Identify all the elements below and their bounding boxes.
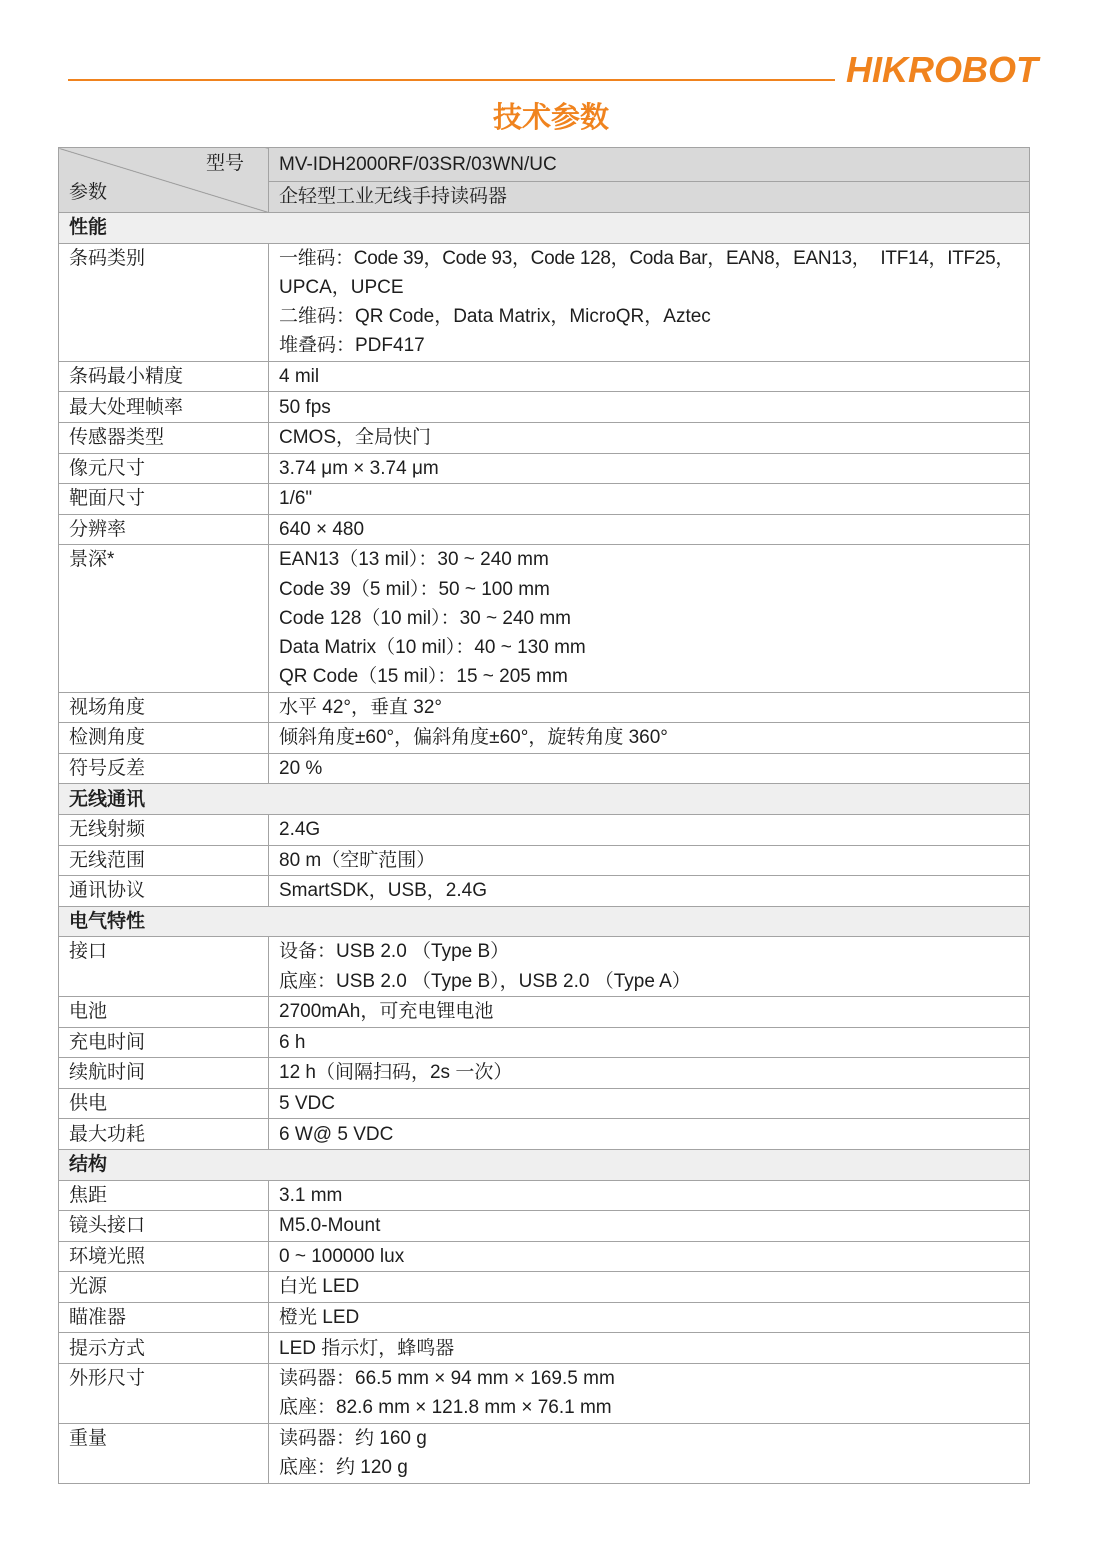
- corner-param-label: 参数: [69, 182, 108, 203]
- table-row: [59, 545, 1030, 692]
- param-label: 靶面尺寸: [59, 484, 269, 515]
- table-row: [59, 1302, 1030, 1333]
- section-row: [59, 1149, 1030, 1180]
- param-value: [269, 1302, 1030, 1333]
- param-label: 供电: [59, 1088, 269, 1119]
- table-row: [59, 1180, 1030, 1211]
- table-row: [59, 997, 1030, 1028]
- param-value: [269, 1027, 1030, 1058]
- param-value-line: 2700mAh，可充电锂电池: [279, 1001, 494, 1023]
- param-value-line: 12 h（间隔扫码，2s 一次）: [279, 1062, 513, 1084]
- param-value-line: 读码器：约 160 g: [279, 1427, 427, 1449]
- header-rule: [68, 79, 835, 81]
- param-value-line: UPCA，UPCE: [279, 276, 404, 298]
- param-value: [269, 545, 1030, 692]
- param-value-line: 底座：USB 2.0 （Type B），USB 2.0 （Type A）: [279, 970, 691, 992]
- table-row: [59, 243, 1030, 361]
- param-value: [269, 1058, 1030, 1089]
- param-label: 景深*: [59, 545, 269, 692]
- param-value: [269, 997, 1030, 1028]
- param-label: 检测角度: [59, 723, 269, 754]
- param-label: 最大处理帧率: [59, 392, 269, 423]
- param-label: 分辨率: [59, 514, 269, 545]
- corner-model-label: 型号: [205, 153, 244, 174]
- section-title: 电气特性: [59, 906, 1030, 937]
- param-label: 最大功耗: [59, 1119, 269, 1150]
- model-number-cell: MV-IDH2000RF/03SR/03WN/UC: [269, 148, 1030, 182]
- param-label: 外形尺寸: [59, 1363, 269, 1423]
- section-title: 结构: [59, 1149, 1030, 1180]
- param-value-line: EAN13（13 mil）：30 ~ 240 mm: [279, 549, 549, 571]
- table-header-row: [59, 148, 1030, 182]
- param-value-line: 3.74 μm × 3.74 μm: [279, 457, 439, 479]
- param-value: [269, 814, 1030, 845]
- product-name-cell: 企轻型工业无线手持读码器: [269, 182, 1030, 213]
- table-row: [59, 361, 1030, 392]
- param-value: [269, 453, 1030, 484]
- table-row: [59, 1027, 1030, 1058]
- table-row: [59, 484, 1030, 515]
- spec-table-body: [59, 213, 1030, 1484]
- param-value: [269, 937, 1030, 997]
- param-value-line: 5 VDC: [279, 1092, 335, 1114]
- table-row: [59, 392, 1030, 423]
- param-value-line: M5.0-Mount: [279, 1215, 381, 1237]
- param-value: [269, 361, 1030, 392]
- param-value: [269, 876, 1030, 907]
- param-value-line: 底座：约 120 g: [279, 1457, 408, 1479]
- param-label: 瞄准器: [59, 1302, 269, 1333]
- param-value-line: 白光 LED: [279, 1276, 360, 1298]
- param-label: 视场角度: [59, 692, 269, 723]
- table-row: [59, 422, 1030, 453]
- param-value-line: 3.1 mm: [279, 1184, 343, 1206]
- param-value: [269, 514, 1030, 545]
- table-row: [59, 845, 1030, 876]
- corner-header-cell: [59, 148, 269, 213]
- param-value-line: LED 指示灯，蜂鸣器: [279, 1337, 455, 1359]
- param-value-line: SmartSDK，USB，2.4G: [279, 880, 487, 902]
- param-value-line: 0 ~ 100000 lux: [279, 1245, 405, 1267]
- param-value: [269, 484, 1030, 515]
- section-title: 性能: [59, 213, 1030, 244]
- param-value-line: CMOS，全局快门: [279, 427, 432, 449]
- section-row: [59, 213, 1030, 244]
- table-row: [59, 1211, 1030, 1242]
- param-label: 通讯协议: [59, 876, 269, 907]
- hikrobot-logo: HIKROBOT: [846, 49, 1038, 90]
- table-row: [59, 453, 1030, 484]
- table-row: [59, 723, 1030, 754]
- param-value-line: 一维码：Code 39，Code 93，Code 128，Coda Bar，EAN8，EAN13， ITF14，ITF25，: [279, 247, 1015, 269]
- param-value: [269, 243, 1030, 361]
- param-value-line: QR Code（15 mil）：15 ~ 205 mm: [279, 666, 568, 688]
- param-value: [269, 1333, 1030, 1364]
- param-label: 光源: [59, 1272, 269, 1303]
- param-value-line: 橙光 LED: [279, 1307, 360, 1328]
- param-label: 接口: [59, 937, 269, 997]
- table-row: [59, 937, 1030, 997]
- param-value: [269, 845, 1030, 876]
- param-value: [269, 692, 1030, 723]
- section-row: [59, 906, 1030, 937]
- param-value-line: 倾斜角度±60°，偏斜角度±60°，旋转角度 360°: [279, 727, 668, 749]
- table-row: [59, 753, 1030, 784]
- page-title: 技术参数: [492, 102, 609, 134]
- param-value: [269, 1088, 1030, 1119]
- param-label: 条码最小精度: [59, 361, 269, 392]
- param-value: [269, 392, 1030, 423]
- param-label: 像元尺寸: [59, 453, 269, 484]
- table-row: [59, 1272, 1030, 1303]
- param-value: [269, 723, 1030, 754]
- param-value-line: 4 mil: [279, 365, 320, 387]
- table-row: [59, 1423, 1030, 1483]
- param-value: [269, 1211, 1030, 1242]
- param-value-line: 20 %: [279, 757, 323, 779]
- table-row: [59, 876, 1030, 907]
- param-value-line: 6 W@ 5 VDC: [279, 1123, 394, 1145]
- param-value-line: 二维码：QR Code，Data Matrix，MicroQR，Aztec: [279, 306, 711, 328]
- param-value-line: 6 h: [279, 1031, 306, 1053]
- param-label: 提示方式: [59, 1333, 269, 1364]
- param-label: 充电时间: [59, 1027, 269, 1058]
- param-value: [269, 1180, 1030, 1211]
- param-label: 焦距: [59, 1180, 269, 1211]
- param-value: [269, 422, 1030, 453]
- param-value-line: 80 m（空旷范围）: [279, 849, 436, 871]
- param-value-line: 水平 42°，垂直 32°: [279, 696, 443, 718]
- param-label: 电池: [59, 997, 269, 1028]
- param-value: [269, 1423, 1030, 1483]
- param-label: 重量: [59, 1423, 269, 1483]
- table-row: [59, 1088, 1030, 1119]
- param-value-line: 2.4G: [279, 819, 321, 841]
- table-row: [59, 1363, 1030, 1423]
- table-row: [59, 692, 1030, 723]
- table-row: [59, 1333, 1030, 1364]
- param-value: [269, 1272, 1030, 1303]
- param-value-line: Data Matrix（10 mil）：40 ~ 130 mm: [279, 637, 586, 659]
- param-label: 无线射频: [59, 814, 269, 845]
- section-title: 无线通讯: [59, 784, 1030, 815]
- param-value: [269, 1119, 1030, 1150]
- param-value: [269, 1363, 1030, 1423]
- param-value-line: Code 39（5 mil）：50 ~ 100 mm: [279, 578, 550, 600]
- param-value-line: Code 128（10 mil）：30 ~ 240 mm: [279, 607, 572, 629]
- param-value-line: 640 × 480: [279, 518, 365, 540]
- param-value-line: 读码器：66.5 mm × 94 mm × 169.5 mm: [279, 1368, 615, 1390]
- table-row: [59, 514, 1030, 545]
- param-value-line: 50 fps: [279, 396, 331, 418]
- table-row: [59, 1058, 1030, 1089]
- param-label: 镜头接口: [59, 1211, 269, 1242]
- param-value-line: 设备：USB 2.0 （Type B）: [279, 941, 510, 963]
- table-row: [59, 1119, 1030, 1150]
- param-label: 无线范围: [59, 845, 269, 876]
- param-value: [269, 1241, 1030, 1272]
- param-label: 条码类别: [59, 243, 269, 361]
- section-row: [59, 784, 1030, 815]
- table-row: [59, 1241, 1030, 1272]
- param-label: 环境光照: [59, 1241, 269, 1272]
- param-value-line: 堆叠码：PDF417: [279, 335, 425, 357]
- spec-table: [58, 147, 1030, 1484]
- param-label: 传感器类型: [59, 422, 269, 453]
- param-value-line: 1/6": [279, 488, 313, 510]
- param-value: [269, 753, 1030, 784]
- param-value-line: 底座：82.6 mm × 121.8 mm × 76.1 mm: [279, 1397, 612, 1419]
- param-label: 续航时间: [59, 1058, 269, 1089]
- table-row: [59, 814, 1030, 845]
- param-label: 符号反差: [59, 753, 269, 784]
